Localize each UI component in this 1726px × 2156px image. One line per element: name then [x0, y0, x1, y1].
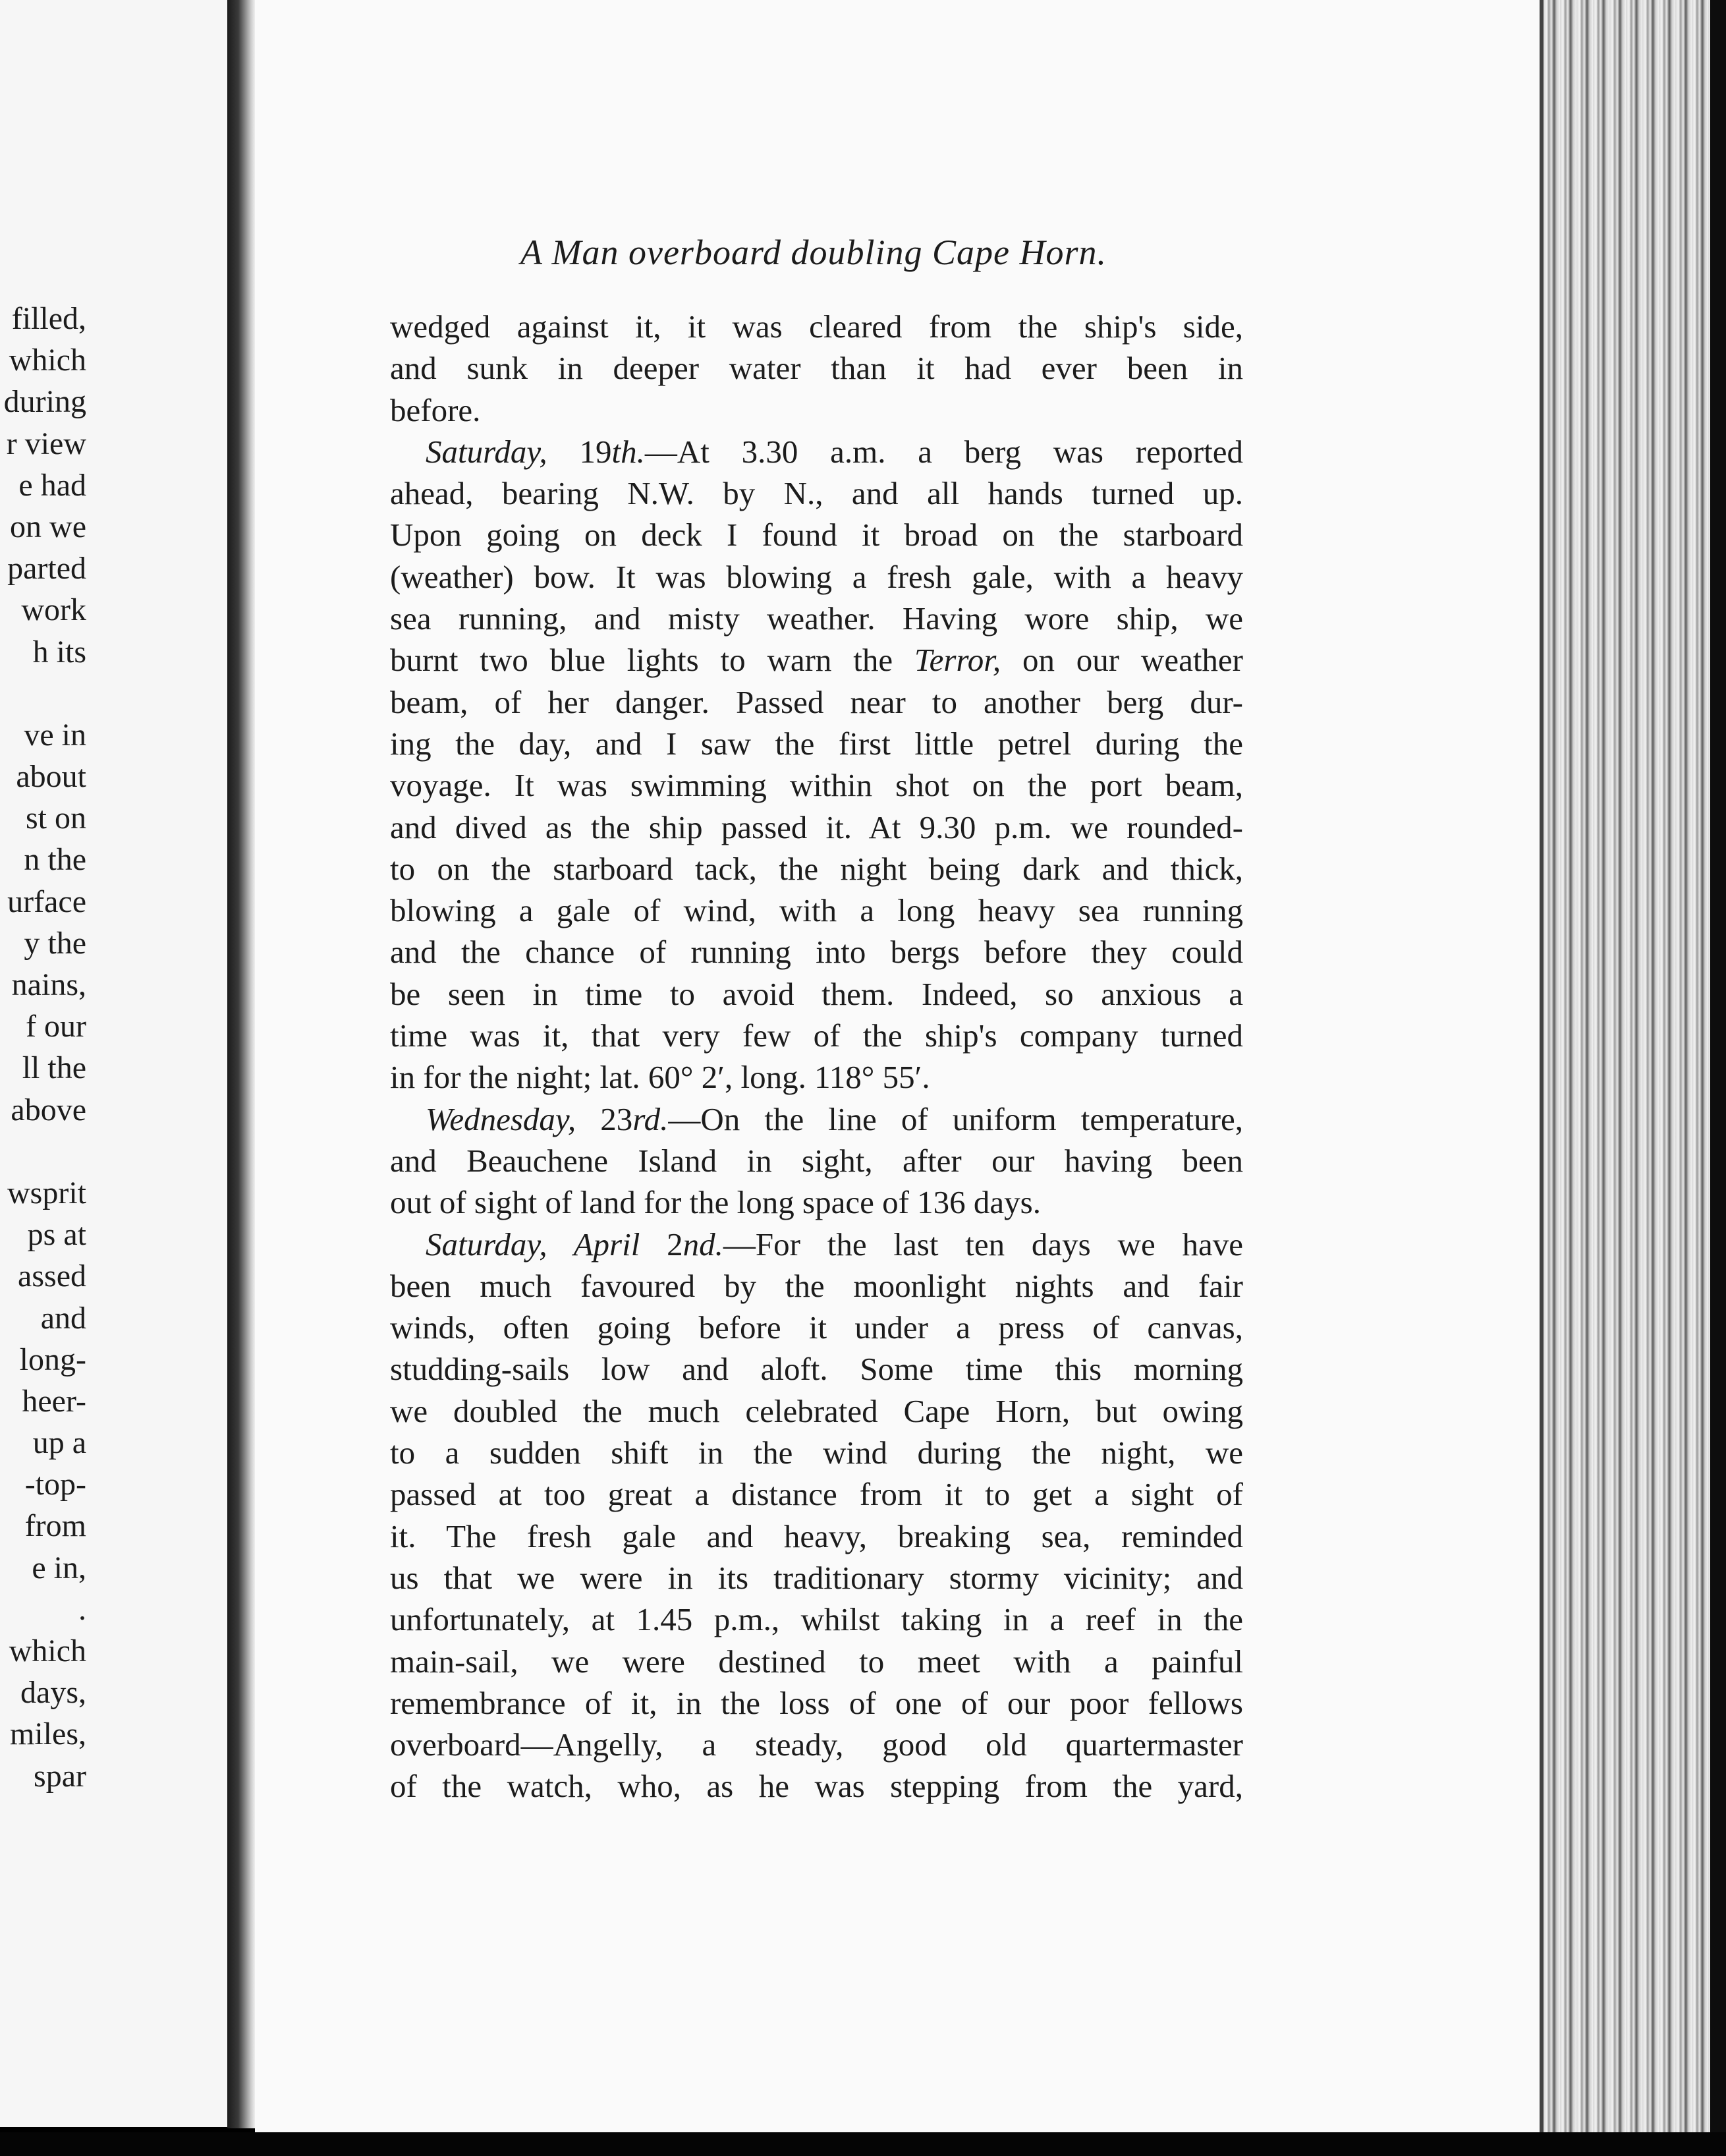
text-line: [390, 1599, 1243, 1640]
text-line: [390, 1682, 1243, 1724]
text-segment: 23: [576, 1100, 633, 1137]
text-line: [390, 1516, 1243, 1557]
left-page-line: miles,: [10, 1716, 86, 1752]
text-line: [390, 1390, 1243, 1432]
text-segment: remembrance of it, in the loss of one of our poor fellows: [390, 1684, 1243, 1721]
left-page-text: [0, 298, 86, 1797]
text-line: [390, 1181, 1243, 1223]
text-segment: voyage. It was swimming within shot on the port beam,: [390, 767, 1243, 804]
left-page-line: days,: [20, 1675, 86, 1711]
left-page-line: nains,: [11, 967, 86, 1002]
text-line: [390, 1224, 1243, 1265]
text-segment: of the watch, who, as he was stepping from the yard,: [390, 1768, 1243, 1805]
text-segment: ing the day, and I saw the first little petrel during the: [390, 725, 1243, 762]
left-page-line: ps at: [27, 1217, 86, 1253]
text-segment: main-sail, we were destined to meet with a painful: [390, 1643, 1243, 1680]
text-line: [390, 1641, 1243, 1682]
left-page-line: filled,: [11, 301, 86, 336]
left-page-line: n the: [24, 842, 86, 878]
left-page-line: st on: [25, 801, 86, 836]
book-gutter: [227, 0, 255, 2128]
text-segment: and sunk in deeper water than it had ever been in: [390, 350, 1243, 387]
italic-text: Terror,: [914, 642, 1001, 679]
left-page-line: wsprit: [7, 1175, 86, 1210]
text-segment: 2: [640, 1226, 683, 1262]
text-segment: in for the night; lat. 60° 2′, long. 118° 55′.: [390, 1059, 930, 1096]
text-segment: ahead, bearing N.W. by N., and all hands turned up.: [390, 475, 1243, 512]
left-page-line: e in,: [32, 1550, 86, 1585]
text-segment: —On the line of uniform temperature,: [668, 1100, 1244, 1137]
text-line: [390, 1307, 1243, 1348]
text-segment: (weather) bow. It was blowing a fresh gale, with a heavy: [390, 558, 1243, 595]
text-segment: —For the last ten days we have: [723, 1226, 1243, 1262]
text-segment: 19: [547, 433, 612, 470]
left-page-line: which: [9, 1633, 86, 1668]
text-segment: before.: [390, 391, 481, 428]
left-page-line: f our: [26, 1009, 86, 1044]
text-segment: to on the starboard tack, the night being dark and thick,: [390, 850, 1243, 887]
text-line: [390, 1473, 1243, 1515]
left-page-line: e had: [18, 467, 86, 503]
italic-text: Saturday,: [426, 433, 547, 470]
text-segment: to a sudden shift in the wind during the night, we: [390, 1434, 1243, 1471]
left-page-line: [0, 673, 86, 714]
text-line: [390, 1265, 1243, 1307]
text-line: [390, 723, 1243, 764]
text-line: [390, 1098, 1243, 1140]
text-segment: be seen in time to avoid them. Indeed, so anxious a: [390, 975, 1243, 1012]
left-page-line: parted: [7, 551, 86, 586]
left-page-line: work: [21, 592, 86, 628]
left-page-line: which: [9, 343, 86, 378]
text-line: [390, 890, 1243, 931]
left-page-line: r view: [6, 426, 86, 461]
text-segment: us that we were in its traditionary stormy vicinity; and: [390, 1559, 1243, 1596]
text-line: [390, 973, 1243, 1015]
text-segment: burnt two blue lights to warn the: [390, 642, 914, 679]
text-line: [390, 389, 1243, 431]
text-line: [390, 1557, 1243, 1599]
text-segment: Upon going on deck I found it broad on the starboard: [390, 517, 1243, 553]
italic-text: rd.: [632, 1100, 669, 1137]
left-page-line: during: [3, 384, 86, 420]
text-line: [390, 347, 1243, 389]
left-page-line: urface: [7, 884, 86, 919]
text-segment: it. The fresh gale and heavy, breaking sea, reminded: [390, 1518, 1243, 1554]
text-segment: time was it, that very few of the ship's company turned: [390, 1017, 1243, 1054]
text-line: [390, 431, 1243, 472]
text-segment: winds, often going before it under a press of canvas,: [390, 1309, 1243, 1346]
text-line: [390, 681, 1243, 723]
text-line: [390, 1140, 1243, 1181]
left-page-line: h its: [32, 634, 86, 669]
text-line: [390, 1348, 1243, 1390]
text-segment: we doubled the much celebrated Cape Horn, but owing: [390, 1392, 1243, 1429]
left-page-line: -top-: [24, 1467, 86, 1502]
text-line: [390, 639, 1243, 681]
text-segment: unfortunately, at 1.45 p.m., whilst taking in a reef in the: [390, 1601, 1243, 1638]
text-segment: and Beauchene Island in sight, after our having been: [390, 1142, 1243, 1179]
text-line: [390, 306, 1243, 347]
scan-bottom-edge: [0, 2132, 1726, 2156]
left-page-line: heer-: [22, 1383, 86, 1419]
italic-text: Saturday, April: [426, 1226, 640, 1262]
text-line: [390, 472, 1243, 514]
left-page-line: .: [78, 1591, 86, 1627]
text-line: [390, 556, 1243, 598]
text-line: [390, 848, 1243, 890]
text-line: [390, 764, 1243, 806]
text-segment: beam, of her danger. Passed near to another berg dur-: [390, 683, 1243, 720]
running-title: A Man overboard doubling Cape Horn.: [520, 233, 1107, 272]
text-line: [390, 1724, 1243, 1765]
text-segment: on our weather: [1001, 642, 1243, 679]
text-line: [390, 931, 1243, 973]
left-page: [0, 0, 230, 2127]
text-line: [390, 1056, 1243, 1098]
text-segment: and dived as the ship passed it. At 9.30 p.m. we rounded-: [390, 808, 1243, 845]
text-segment: been much favoured by the moonlight nights and fair: [390, 1267, 1243, 1304]
italic-text: Wednesday,: [426, 1100, 576, 1137]
running-head: [520, 232, 1245, 278]
italic-text: nd.: [682, 1226, 723, 1262]
text-segment: —At 3.30 a.m. a berg was reported: [644, 433, 1243, 470]
text-line: [390, 1015, 1243, 1056]
text-segment: and the chance of running into bergs before they could: [390, 934, 1243, 971]
left-page-line: from: [24, 1508, 86, 1544]
text-line: [390, 598, 1243, 639]
left-page-line: ve in: [24, 717, 86, 752]
body-text: [390, 306, 1243, 1807]
text-line: [390, 514, 1243, 555]
text-segment: overboard—Angelly, a steady, good old quartermaster: [390, 1726, 1243, 1763]
left-page-line: y the: [24, 925, 86, 961]
text-segment: out of sight of land for the long space of 136 days.: [390, 1184, 1041, 1221]
text-line: [390, 807, 1243, 848]
text-segment: blowing a gale of wind, with a long heavy sea running: [390, 892, 1243, 929]
left-page-line: about: [16, 759, 86, 795]
left-page-line: long-: [19, 1342, 86, 1377]
left-page-line: and: [40, 1300, 86, 1336]
left-page-line: on we: [10, 509, 86, 544]
left-page-line: up a: [32, 1425, 86, 1461]
text-segment: sea running, and misty weather. Having wore ship, we: [390, 600, 1243, 637]
left-page-line: ll the: [22, 1050, 86, 1086]
text-line: [390, 1765, 1243, 1807]
left-page-line: [0, 1131, 86, 1172]
text-segment: studding-sails low and aloft. Some time this morning: [390, 1351, 1243, 1388]
left-page-line: above: [11, 1092, 86, 1127]
text-segment: passed at too great a distance from it to get a sight of: [390, 1476, 1243, 1513]
page-edges: [1540, 0, 1726, 2142]
text-segment: wedged against it, it was cleared from the ship's side,: [390, 308, 1243, 345]
left-page-line: assed: [18, 1259, 86, 1294]
italic-text: th.: [611, 433, 645, 470]
left-page-line: spar: [34, 1758, 86, 1794]
text-line: [390, 1432, 1243, 1473]
